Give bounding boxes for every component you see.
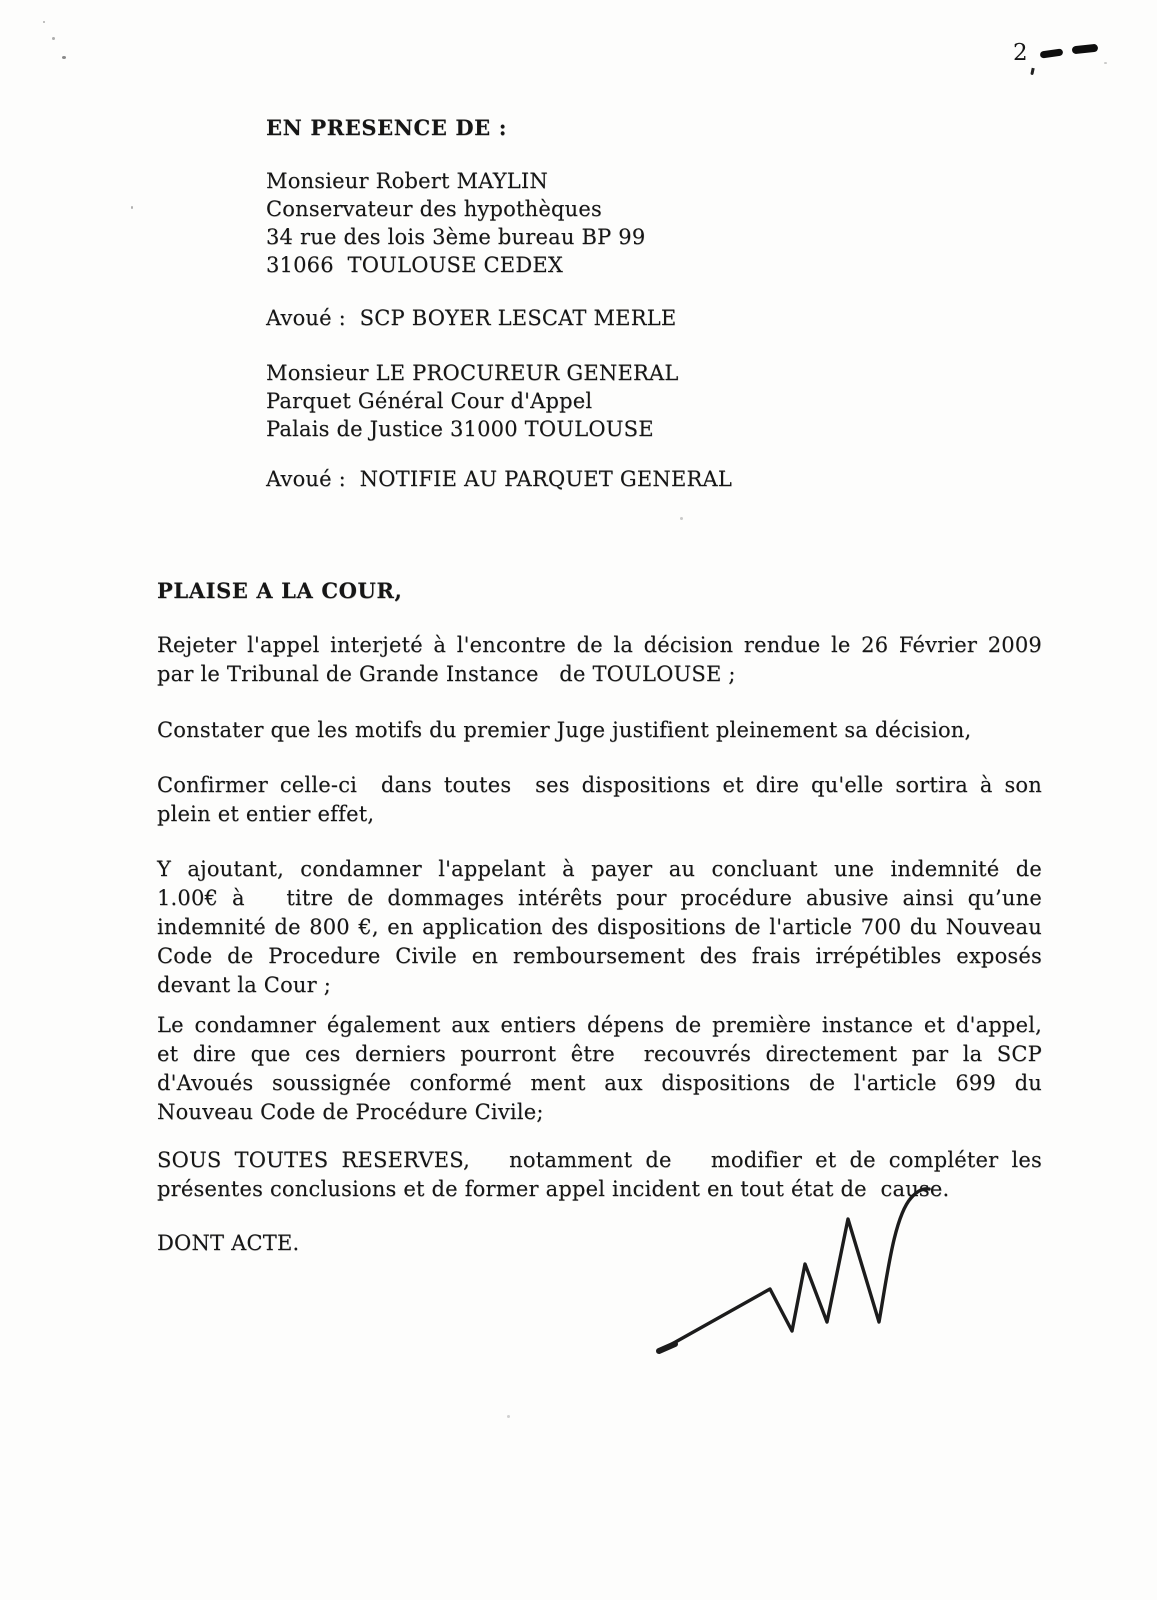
text-line: Monsieur LE PROCUREUR GENERAL (266, 361, 679, 385)
avoue-line-1: Avoué : SCP BOYER LESCAT MERLE (266, 306, 677, 330)
closing-formula: DONT ACTE. (157, 1231, 300, 1255)
text-line: Parquet Général Cour d'Appel (266, 389, 593, 413)
text-line: et dire que ces derniers pourront être recouvrés directement par la SCP (157, 1042, 1042, 1066)
text-line: devant la Cour ; (157, 973, 332, 997)
text-line: plein et entier effet, (157, 802, 375, 826)
text-line: par le Tribunal de Grande Instance de TOULOUSE ; (157, 662, 736, 686)
scan-speckle (680, 517, 683, 520)
handwritten-dash-mark (1040, 48, 1064, 58)
scan-speckle (507, 1415, 510, 1418)
paragraph-y-ajoutant (157, 855, 1042, 1000)
avoue-line-2: Avoué : NOTIFIE AU PARQUET GENERAL (266, 467, 733, 491)
text-line: 31066 TOULOUSE CEDEX (266, 253, 564, 277)
text-line: Palais de Justice 31000 TOULOUSE (266, 417, 654, 441)
text-line: présentes conclusions et de former appel incident en tout état de cause. (157, 1177, 950, 1201)
plaise-heading: PLAISE A LA COUR, (157, 578, 403, 603)
text-line: Code de Procedure Civile en remboursement des frais irrépétibles exposés (157, 944, 1042, 968)
text-line: Rejeter l'appel interjeté à l'encontre de la décision rendue le 26 Février 2009 (157, 633, 1042, 657)
party-address-procureur (266, 359, 679, 443)
page-number: 2 (1013, 40, 1028, 66)
party-address-maylin (266, 167, 645, 279)
paragraph-confirmer (157, 771, 1042, 829)
text-line: 34 rue des lois 3ème bureau BP 99 (266, 225, 646, 249)
handwritten-dash-mark (1072, 44, 1099, 55)
text-line: Le condamner également aux entiers dépens de première instance et d'appel, (157, 1013, 1042, 1037)
text-line: Monsieur Robert MAYLIN (266, 169, 549, 193)
signature (630, 1165, 950, 1365)
text-line: d'Avoués soussignée conformé ment aux dispositions de l'article 699 du (157, 1071, 1042, 1095)
scan-speckle (131, 206, 133, 209)
scan-speckle (1104, 62, 1107, 64)
scan-speckle (62, 56, 66, 59)
text-line: Conservateur des hypothèques (266, 197, 602, 221)
text-line: Constater que les motifs du premier Juge justifient pleinement sa décision, (157, 718, 972, 742)
paragraph-constater (157, 716, 1042, 745)
text-line: Nouveau Code de Procédure Civile; (157, 1100, 544, 1124)
scan-speckle (1030, 68, 1034, 75)
paragraph-rejeter (157, 631, 1042, 689)
text-line: SOUS TOUTES RESERVES, notamment de modifier et de compléter les (157, 1148, 1042, 1172)
text-line: 1.00€ à titre de dommages intérêts pour procédure abusive ainsi qu’une (157, 886, 1042, 910)
text-line: Y ajoutant, condamner l'appelant à payer au concluant une indemnité de (157, 857, 1042, 881)
presence-heading: EN PRESENCE DE : (266, 115, 508, 140)
text-line: indemnité de 800 €, en application des dispositions de l'article 700 du Nouveau (157, 915, 1042, 939)
scan-speckle (43, 21, 45, 23)
text-line: Confirmer celle-ci dans toutes ses dispositions et dire qu'elle sortira à son (157, 773, 1042, 797)
paragraph-le-condamner (157, 1011, 1042, 1127)
scan-speckle (52, 37, 55, 40)
